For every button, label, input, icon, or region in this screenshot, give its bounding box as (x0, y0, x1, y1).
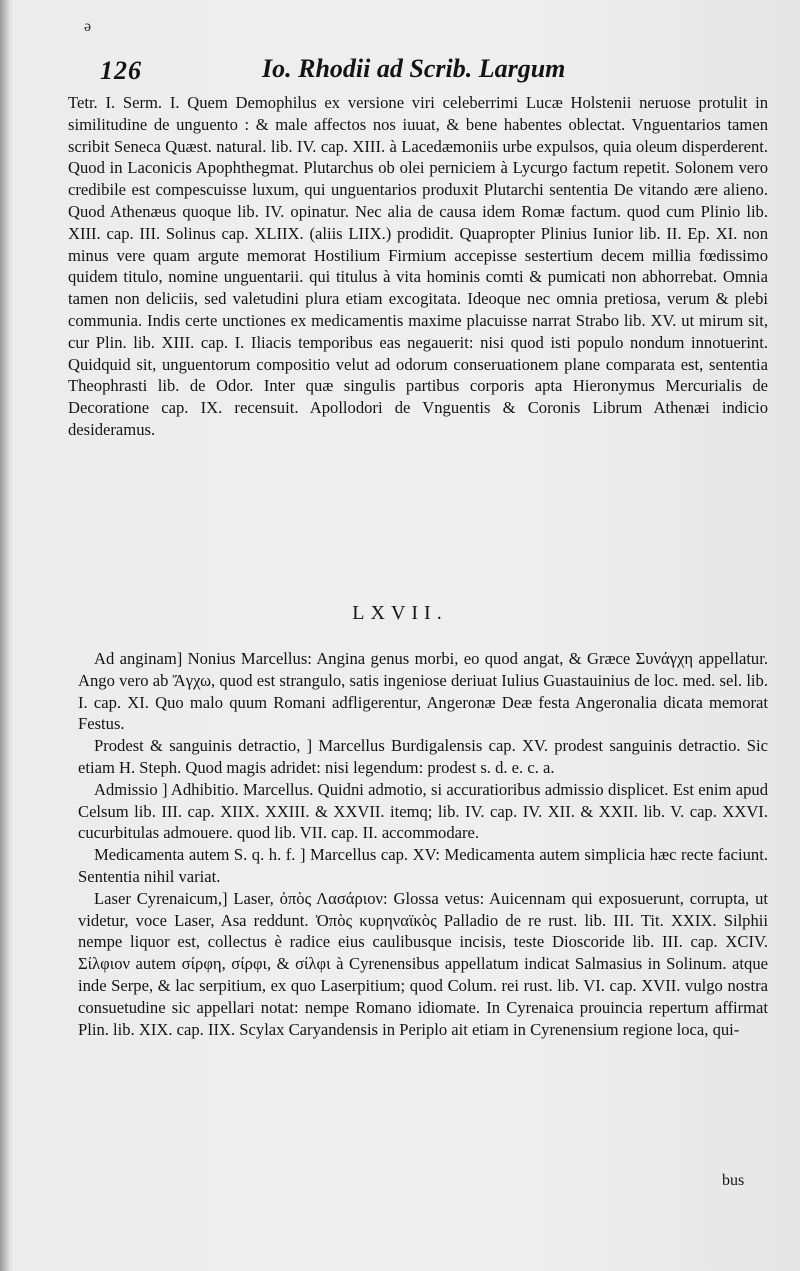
commentary-entry-angina: Ad anginam] Nonius Marcellus: Angina genus morbi, eo quod angat, & Græce Συνάγχη appellatur. Ango vero ab Ἄγχω, quod est strangulo, satis ingeniose deriuat Iulius Guastauinius de loc. med. sel. lib. I. cap. XI. Quo malo quum Romani adfligerentur, Angeronæ Deæ festa Angeronalia dicata memorat Festus. (78, 649, 768, 734)
body-paragraph: Tetr. I. Serm. I. Quem Demophilus ex versione viri celeberrimi Lucæ Holstenii neruose protulit in similitudine de unguento : & male affectos nos iuuat, & bene habentes oblectat. Vnguentarios tamen scribit Seneca Quæst. natural. lib. IV. cap. XIII. à Lacedæmoniis urbe expulsos, quia oleum disperderent. Quod in Laconicis Apophthegmat. Plutarchus ob olei perniciem à Lycurgo factum repetit. Solonem vero credibile est compescuisse luxum, qui unguentarios produxit Plutarchi sententia De vitando ære alieno. Quod Athenæus quoque lib. IV. opinatur. Nec alia de causa idem Romæ factum. quod cum Plinio lib. XIII. cap. III. Solinus cap. XLIIX. (aliis LIIX.) prodidit. Quapropter Plinius Iunior lib. II. Ep. XI. non minus vere quam argute memorat Hostilium Firmium accepisse sestertium decem millia fœdissimo quidem titulo, nomine unguentarii. qui titulus à vita hominis comti & pumicati non abhorrebat. Omnia tamen non deliciis, sed valetudini plura etiam excogitata. Ideoque nec omnia pretiosa, verum & plebi communia. Indis certe unctiones ex medicamentis maxime placuisse narrat Strabo lib. XV. ut mirum sit, cur Plin. lib. XIII. cap. I. Iliacis temporibus eas negauerit: nisi quod isti populo nondum innotuerint. Quidquid sit, unguentorum compositio velut ad odorum conseruationem plane comparata est, sententia Theophrasti lib. de Odor. Inter quæ singulis partibus corporis apta Hieronymus Mercurialis de Decoratione cap. IX. recensuit. Apollodori de Vnguentis & Coronis Librum Athenæi indicio desideramus. (68, 93, 768, 439)
running-head: Io. Rhodii ad Scrib. Largum (262, 54, 566, 83)
commentary-entry-medicamenta: Medicamenta autem S. q. h. f. ] Marcellus cap. XV: Medicamenta autem simplicia hæc recte faciunt. Sententia nihil variat. (78, 845, 768, 886)
main-text (68, 92, 768, 441)
catchword: bus (722, 1172, 745, 1189)
gutter-shadow (0, 0, 10, 1271)
commentary-entry-sanguinis: Prodest & sanguinis detractio, ] Marcellus Burdigalensis cap. XV. prodest sanguinis detractio. Sic etiam H. Steph. Quod magis adridet: nisi legendum: prodest s. d. e. c. a. (78, 736, 768, 777)
corner-mark: ǝ (84, 18, 92, 35)
commentary-entry-laser: Laser Cyrenaicum,] Laser, ὀπὸς Λασάριον: Glossa vetus: Auicennam qui exposuerunt, corrupta, ut videtur, voce Laser, Asa reddunt. Ὀπὸς κυρηναϊκὸς Palladio de re rust. lib. III. Tit. XXIX. Silphii nempe liquor est, collectus è radice eius caulibusque incisis, teste Dioscoride lib. III. cap. XCIV. Σίλφιον autem σίρφη, σίρφι, & σίλφι à Cyrenensibus appellatum indicat Salmasius in Solinum. atque inde Serpe, & lac serpitium, ex quo Laserpitium; quod Colum. rei rust. lib. VI. cap. XVII. vulgo nostra consuetudine sic appellari notat: nempe Romano idiomate. In Cyrenaica prouincia repertum affirmat Plin. lib. XIX. cap. IIX. Scylax Caryandensis in Periplo ait etiam in Cyrenensium regione loca, qui- (78, 888, 768, 1039)
commentary-entry-admissio: Admissio ] Adhibitio. Marcellus. Quidni admotio, si accuratioribus admissio displicet. Est enim apud Celsum lib. III. cap. XIIX. XXIII. & XXVII. itemq; lib. IV. cap. IV. XII. & XXII. lib. V. cap. XXVI. cucurbitulas admouere. quod lib. VII. cap. II. accommodare. (78, 779, 768, 843)
commentary (78, 648, 768, 1040)
page-header (82, 50, 722, 90)
section-heading: LXVII. (352, 602, 448, 624)
page-number: 126 (100, 56, 142, 85)
